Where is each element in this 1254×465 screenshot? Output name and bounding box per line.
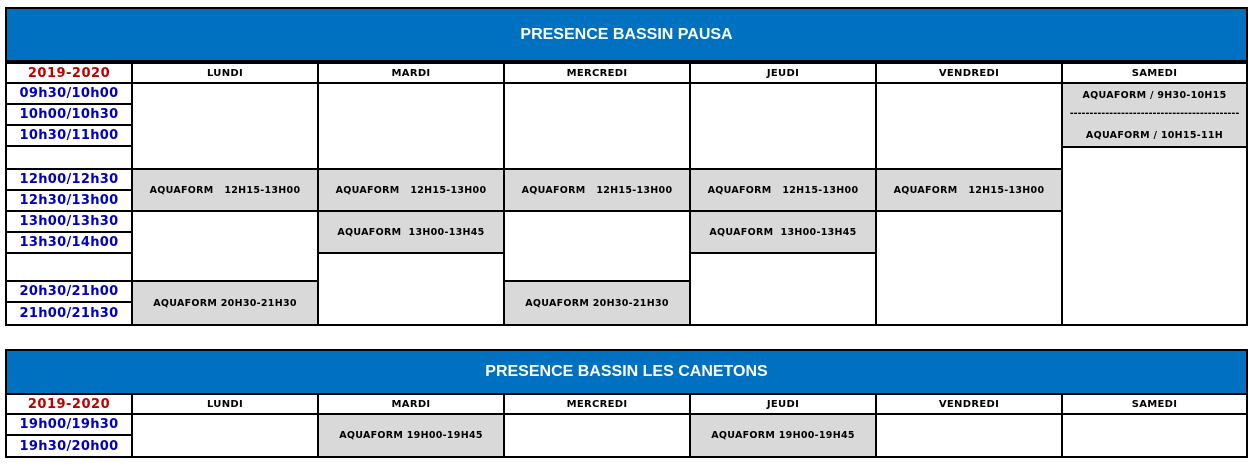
- pausa-mardi-13h: AQUAFORM 13H00-13H45: [317, 210, 505, 254]
- pausa-mercredi-soir: AQUAFORM 20H30-21H30: [503, 280, 691, 326]
- pausa-time-slot: 12h00/12h30: [5, 168, 133, 191]
- canetons-jeudi: AQUAFORM 19H00-19H45: [689, 413, 877, 458]
- pausa-mardi-evening: [317, 252, 505, 326]
- canetons-schedule-table: [5, 393, 1248, 458]
- canetons-time-slot: 19h00/19h30: [5, 413, 133, 436]
- pausa-jeudi-13h: AQUAFORM 13H00-13H45: [689, 210, 877, 254]
- pausa-title: PRESENCE BASSIN PAUSA: [520, 25, 733, 43]
- pausa-time-slot: 09h30/10h00: [5, 82, 133, 105]
- pausa-mercredi-morning: [503, 82, 691, 170]
- canetons-day-jeudi: JEUDI: [689, 393, 877, 415]
- canetons-day-mardi: MARDI: [317, 393, 505, 415]
- canetons-mercredi: [503, 413, 691, 458]
- pausa-time-slot: 20h30/21h00: [5, 280, 133, 303]
- pausa-mardi-morning: [317, 82, 505, 170]
- canetons-title: PRESENCE BASSIN LES CANETONS: [485, 363, 768, 380]
- pausa-mercredi-midi: AQUAFORM 12H15-13H00: [503, 168, 691, 212]
- canetons-day-lundi: LUNDI: [131, 393, 319, 415]
- pausa-lundi-midi: AQUAFORM 12H15-13H00: [131, 168, 319, 212]
- canetons-year: 2019-2020: [5, 393, 133, 415]
- pausa-time-slot: 13h30/14h00: [5, 231, 133, 254]
- pausa-samedi-rest: [1061, 146, 1248, 326]
- pausa-day-lundi: LUNDI: [131, 62, 319, 84]
- pausa-vendredi-morning: [875, 82, 1063, 170]
- samedi-separator: -------------------------------------------: [1069, 108, 1240, 119]
- pausa-mardi-midi: AQUAFORM 12H15-13H00: [317, 168, 505, 212]
- pausa-time-slot: 12h30/13h00: [5, 189, 133, 212]
- pausa-samedi-morning: [1061, 82, 1248, 148]
- pausa-day-jeudi: JEUDI: [689, 62, 877, 84]
- canetons-samedi: [1061, 413, 1248, 458]
- pausa-time-slot: 13h00/13h30: [5, 210, 133, 233]
- pausa-jeudi-morning: [689, 82, 877, 170]
- pausa-time-slot: 10h30/11h00: [5, 124, 133, 147]
- canetons-lundi: [131, 413, 319, 458]
- canetons-time-slot: 19h30/20h00: [5, 434, 133, 458]
- canetons-day-vendredi: VENDREDI: [875, 393, 1063, 415]
- pausa-day-mardi: MARDI: [317, 62, 505, 84]
- pausa-day-samedi: SAMEDI: [1061, 62, 1248, 84]
- pausa-vendredi-rest: [875, 210, 1063, 326]
- canetons-vendredi: [875, 413, 1063, 458]
- pausa-jeudi-evening: [689, 252, 877, 326]
- pausa-lundi-afternoon: [131, 210, 319, 282]
- samedi-session-1: AQUAFORM / 9H30-10H15: [1082, 90, 1227, 101]
- pausa-mercredi-afternoon: [503, 210, 691, 282]
- canetons-day-samedi: SAMEDI: [1061, 393, 1248, 415]
- pausa-day-vendredi: VENDREDI: [875, 62, 1063, 84]
- canetons-title-banner: [5, 349, 1248, 395]
- pausa-time-slot: 21h00/21h30: [5, 301, 133, 326]
- pausa-lundi-soir: AQUAFORM 20H30-21H30: [131, 280, 319, 326]
- samedi-session-2: AQUAFORM / 10H15-11H: [1085, 130, 1224, 141]
- pausa-year: 2019-2020: [5, 62, 133, 84]
- canetons-mardi: AQUAFORM 19H00-19H45: [317, 413, 505, 458]
- pausa-title-banner: [5, 7, 1248, 62]
- pausa-time-slot: [5, 145, 133, 170]
- pausa-day-mercredi: MERCREDI: [503, 62, 691, 84]
- canetons-day-mercredi: MERCREDI: [503, 393, 691, 415]
- pausa-lundi-morning: [131, 82, 319, 170]
- pausa-vendredi-midi: AQUAFORM 12H15-13H00: [875, 168, 1063, 212]
- pausa-jeudi-midi: AQUAFORM 12H15-13H00: [689, 168, 877, 212]
- pausa-time-slot: [5, 252, 133, 282]
- pausa-time-slot: 10h00/10h30: [5, 103, 133, 126]
